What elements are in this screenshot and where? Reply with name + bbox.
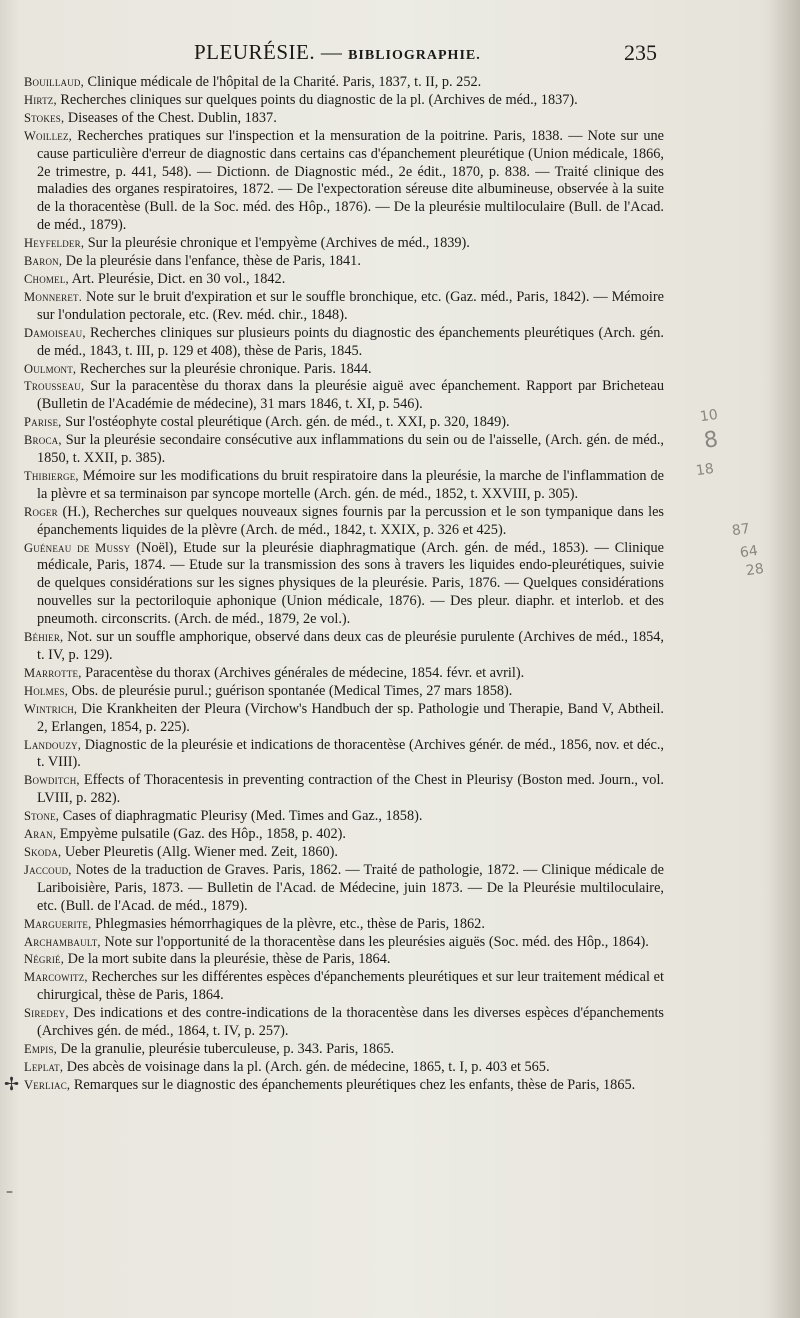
- bibliography-entry: [24, 128, 664, 235]
- entry-author: Marrotte,: [24, 665, 82, 680]
- entry-text: De la pleurésie dans l'enfance, thèse de Paris, 1841.: [65, 253, 361, 270]
- bibliography-list: [24, 74, 664, 1095]
- entry-author: Aran,: [24, 827, 57, 842]
- bibliography-entry: [24, 414, 664, 432]
- entry-text: Des indications et des contre-indications de la thoracentèse dans les diverses espèces d'épanchements (Archives gén. de méd., 1864, t. IV, p. 257).: [37, 1005, 664, 1040]
- bibliography-entry: [24, 468, 664, 504]
- margin-note: 10: [698, 406, 719, 426]
- bibliography-entry: [24, 92, 664, 110]
- entry-author: Marguerite,: [24, 916, 92, 931]
- entry-text: Die Krankheiten der Pleura (Virchow's Handbuch der sp. Pathologie und Therapie, Band V, Abtheil. 2, Erlangen, 1854, p. 225).: [37, 700, 664, 735]
- entry-text: Recherches sur les différentes espèces d'épanchements pleurétiques et sur leur traitement médical et chirurgical, thèse de Paris, 1864.: [37, 969, 665, 1004]
- entry-text: Note sur l'opportunité de la thoracentèse dans les pleurésies aiguës (Soc. méd. des Hôp., 1864).: [104, 933, 649, 950]
- header-title: PLEURÉSIE.: [194, 40, 316, 64]
- pen-dash-mark: –: [6, 1184, 13, 1200]
- entry-author: Parise,: [24, 415, 62, 430]
- entry-author: Stone,: [24, 809, 60, 824]
- entry-text: (H.), Recherches sur quelques nouveaux signes fournis par la percussion et le son tympanique dans les épanchements liquides de la plèvre (Arch. de méd., 1842, t. XXIX, p. 326 et 425).: [37, 503, 665, 538]
- entry-text: Note sur le bruit d'expiration et sur le souffle bronchique, etc. (Gaz. méd., Paris, 1842). — Mémoire sur l'ondulation pectorale, etc. (Rev. méd. chir., 1848).: [37, 288, 664, 323]
- entry-author: Baron,: [24, 254, 63, 269]
- entry-text: Notes de la traduction de Graves. Paris, 1862. — Traité de pathologie, 1872. — Clinique médicale de Lariboisière, Paris, 1873. — Bulletin de l'Acad. de Médecine, juin 1873. — De la Pleurésie multiloculaire, etc. (Bull. de l'Acad. de méd., 1879).: [37, 861, 664, 914]
- pen-cross-mark: ✢: [4, 1074, 20, 1095]
- entry-author: Béhier,: [24, 630, 64, 645]
- bibliography-entry: [24, 271, 664, 289]
- entry-author: Bowditch,: [24, 773, 80, 788]
- entry-author: Empis,: [24, 1041, 57, 1056]
- entry-text: Sur l'ostéophyte costal pleurétique (Arch. gén. de méd., t. XXI, p. 320, 1849).: [65, 414, 510, 431]
- bibliography-entry: [24, 235, 664, 253]
- entry-text: Paracentèse du thorax (Archives générales de médecine, 1854. févr. et avril).: [85, 664, 525, 681]
- entry-text: Diagnostic de la pleurésie et indications de thoracentèse (Archives génér. de méd., 1856, nov. et déc., t. VIII).: [37, 736, 664, 771]
- entry-author: Bouillaud,: [24, 75, 84, 89]
- entry-text: Not. sur un souffle amphorique, observé dans deux cas de pleurésie purulente (Archives de méd., 1854, t. IV, p. 129).: [37, 629, 664, 663]
- entry-author: Verliac,: [24, 1077, 71, 1092]
- bibliography-entry: [24, 432, 664, 468]
- entry-author: Skoda,: [24, 844, 62, 859]
- bibliography-entry: [24, 110, 664, 128]
- bibliography-entry: [24, 683, 664, 701]
- bibliography-entry: [24, 665, 664, 683]
- entry-author: Négrié,: [24, 952, 65, 967]
- entry-text: Mémoire sur les modifications du bruit respiratoire dans la pleurésie, la marche de l'inflammation de la plèvre et sa terminaison par syncope mortelle (Arch. gén. de méd., 1852, t. XXVIII, p. 305).: [37, 467, 665, 502]
- entry-author: Stokes,: [24, 110, 65, 125]
- bibliography-entry: [24, 701, 664, 737]
- bibliography-entry: [24, 826, 664, 844]
- entry-text: Effects of Thoracentesis in preventing contraction of the Chest in Pleurisy (Boston med. Journ., vol. LVIII, p. 282).: [37, 772, 665, 807]
- entry-text: Clinique médicale de l'hôpital de la Charité. Paris, 1837, t. II, p. 252.: [87, 74, 482, 90]
- entry-text: Recherches pratiques sur l'inspection et la mensuration de la poitrine. Paris, 1838. — Note sur une cause particulière d'erreur de diagnostic dans certains cas d'épanchement pleurétique (Union médicale, 1866, 2e trimestre, p. 441, 548). — Dictionn. de Diagnostic méd., 2e édit., 1870, p. 838. — Traité clinique des maladies des organes respiratoires, 1872. — De l'expectoration séreuse dite albumineuse, observée à la suite de la thoracentèse (Bull. de la Soc. méd. des Hôp., 1876). — De la pleurésie multiloculaire (Bull. de l'Acad. de méd., 1879).: [37, 127, 664, 234]
- bibliography-entry: [24, 844, 664, 862]
- bibliography-entry: [24, 969, 664, 1005]
- entry-author: Trousseau,: [24, 379, 85, 394]
- entry-author: Roger: [24, 504, 58, 519]
- bibliography-entry: [24, 737, 664, 773]
- entry-text: Recherches cliniques sur quelques points du diagnostic de la pl. (Archives de méd., 1837).: [60, 91, 578, 108]
- bibliography-entry: [24, 862, 664, 916]
- entry-text: Recherches sur la pleurésie chronique. Paris. 1844.: [79, 360, 372, 377]
- entry-text: Ueber Pleuretis (Allg. Wiener med. Zeit, 1860).: [64, 843, 338, 860]
- entry-author: Archambault,: [24, 934, 101, 949]
- entry-author: Hirtz,: [24, 92, 57, 107]
- entry-text: Diseases of the Chest. Dublin, 1837.: [67, 109, 277, 126]
- margin-note: 8: [702, 427, 720, 454]
- bibliography-entry: [24, 504, 664, 540]
- entry-text: (Noël), Etude sur la pleurésie diaphragmatique (Arch. gén. de méd., 1853). — Clinique médicale, Paris, 1874. — Etude sur la transmission des sons à travers les liquides endo-pleurétiques, suivie de quelques considérations sur les signes physiques de la pleurésie. Paris, 1876. — Quelques considérations nouvelles sur la pectoriloquie aphonique (Union médicale, 1876). — Des pleur. diaphr. et interlob. et des pneumoth. circonscrits. (Arch. de méd., 1879, 2e vol.).: [37, 539, 664, 628]
- margin-note: 64: [738, 542, 759, 562]
- entry-author: Broca,: [24, 433, 62, 448]
- bibliography-entry: [24, 772, 664, 808]
- bibliography-entry: [24, 934, 664, 952]
- entry-text: Empyème pulsatile (Gaz. des Hôp., 1858, p. 402).: [59, 826, 347, 843]
- bibliography-entry: [24, 1041, 664, 1059]
- page-edge-shadow: [768, 0, 800, 1318]
- page-number: 235: [624, 40, 657, 65]
- entry-author: Damoiseau,: [24, 325, 86, 340]
- page-header: [0, 40, 800, 74]
- entry-text: De la mort subite dans la pleurésie, thèse de Paris, 1864.: [67, 951, 391, 968]
- entry-text: Art. Pleurésie, Dict. en 30 vol., 1842.: [71, 270, 286, 287]
- bibliography-entry: [24, 808, 664, 826]
- entry-author: Oulmont,: [24, 361, 77, 376]
- bibliography-entry: [24, 378, 664, 414]
- bibliography-entry: [24, 1005, 664, 1041]
- entry-author: Landouzy,: [24, 737, 82, 752]
- entry-author: Holmes,: [24, 683, 69, 698]
- entry-author: Wintrich,: [24, 701, 78, 716]
- entry-text: De la granulie, pleurésie tuberculeuse, p. 343. Paris, 1865.: [60, 1040, 395, 1057]
- bibliography-entry: [24, 1077, 664, 1095]
- entry-text: Recherches cliniques sur plusieurs points du diagnostic des épanchements pleurétiques (Arch. gén. de méd., 1843, t. III, p. 129 et 408), thèse de Paris, 1845.: [37, 324, 664, 359]
- margin-note: 18: [694, 460, 715, 480]
- margin-note: 87: [730, 520, 751, 540]
- entry-author: Woillez,: [24, 128, 73, 143]
- entry-text: Sur la paracentèse du thorax dans la pleurésie aiguë avec épanchement. Rapport par Bricheteau (Bulletin de l'Académie de médecine), 31 mars 1846, t. XI, p. 546).: [37, 378, 664, 413]
- entry-text: Des abcès de voisinage dans la pl. (Arch. gén. de médecine, 1865, t. I, p. 403 et 565.: [66, 1058, 550, 1075]
- bibliography-entry: [24, 325, 664, 361]
- entry-text: Sur la pleurésie chronique et l'empyème (Archives de méd., 1839).: [87, 235, 470, 252]
- entry-author: Guéneau de Mussy: [24, 540, 131, 555]
- bibliography-entry: [24, 916, 664, 934]
- entry-text: Remarques sur le diagnostic des épanchements pleurétiques chez les enfants, thèse de Paris, 1865.: [73, 1076, 636, 1093]
- entry-author: Chomel,: [24, 271, 69, 286]
- header-subtitle: BIBLIOGRAPHIE.: [348, 48, 481, 63]
- bibliography-entry: [24, 74, 664, 92]
- bibliography-entry: [24, 253, 664, 271]
- entry-author: Jaccoud,: [24, 862, 72, 877]
- bibliography-entry: [24, 289, 664, 325]
- margin-note: 28: [744, 560, 765, 580]
- entry-author: Monneret.: [24, 289, 83, 304]
- entry-text: Cases of diaphragmatic Pleurisy (Med. Times and Gaz., 1858).: [62, 808, 423, 825]
- header-dash: —: [320, 40, 343, 64]
- entry-author: Siredey,: [24, 1006, 69, 1021]
- bibliography-entry: [24, 1059, 664, 1077]
- entry-author: Leplat,: [24, 1059, 64, 1074]
- entry-author: Marcowitz,: [24, 970, 88, 985]
- bibliography-entry: [24, 540, 664, 630]
- running-title: [194, 40, 481, 65]
- bibliography-entry: [24, 629, 664, 665]
- entry-text: Phlegmasies hémorrhagiques de la plèvre, etc., thèse de Paris, 1862.: [95, 915, 485, 932]
- entry-text: Obs. de pleurésie purul.; guérison spontanée (Medical Times, 27 mars 1858).: [71, 682, 513, 699]
- bibliography-entry: [24, 361, 664, 379]
- entry-text: Sur la pleurésie secondaire consécutive aux inflammations du sein ou de l'aisselle, (Arch. gén. de méd., 1850, t. XXII, p. 385).: [37, 432, 664, 467]
- entry-author: Heyfelder,: [24, 236, 85, 251]
- entry-author: Thibierge,: [24, 468, 79, 483]
- bibliography-entry: [24, 951, 664, 969]
